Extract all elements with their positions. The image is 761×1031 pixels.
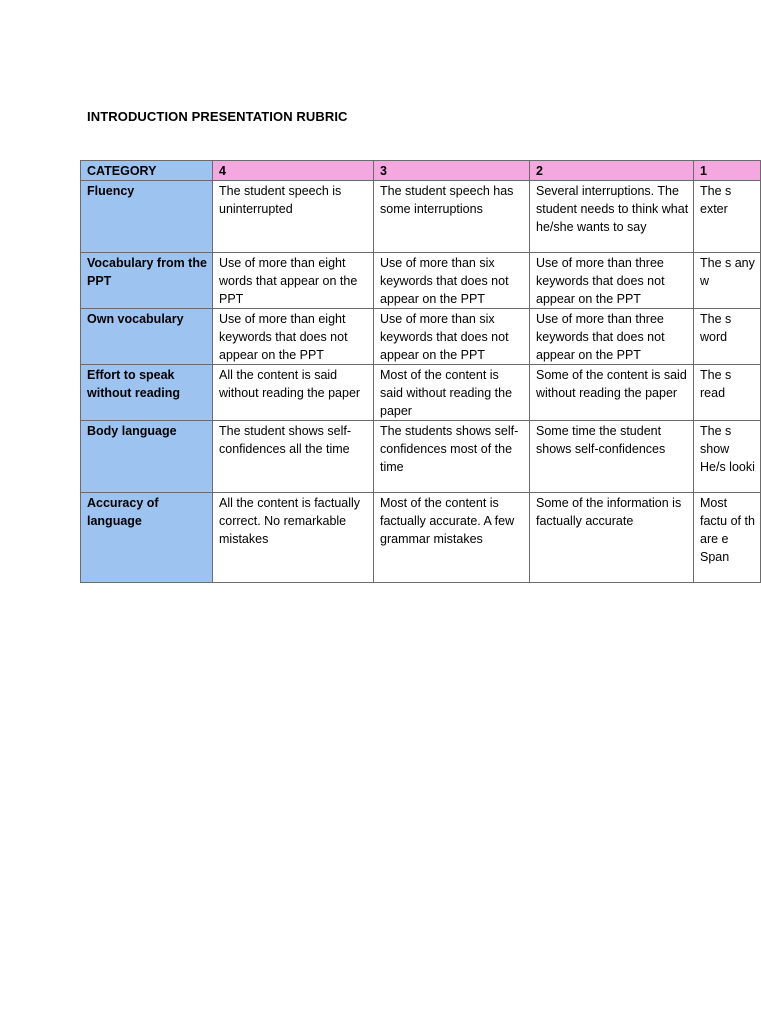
row-cell-level-1: The s read [694,365,761,421]
row-cell-level-3: Most of the content is factually accurate. A few grammar mistakes [374,493,530,583]
row-cell-level-3: The students shows self-confidences most of the time [374,421,530,493]
row-category: Accuracy of language [81,493,213,583]
row-cell-level-1: Most factu of th are e Span [694,493,761,583]
row-cell-level-3: The student speech has some interruptions [374,181,530,253]
document-title: INTRODUCTION PRESENTATION RUBRIC [87,109,348,124]
row-cell-level-4: The student shows self-confidences all the time [213,421,374,493]
table-row [81,493,761,583]
header-level-3: 3 [374,161,530,181]
table-row [81,181,761,253]
row-cell-level-1: The s any w [694,253,761,309]
table-row [81,365,761,421]
row-cell-level-3: Use of more than six keywords that does not appear on the PPT [374,309,530,365]
table-header-row [81,161,761,181]
row-cell-level-1: The s exter [694,181,761,253]
row-cell-level-2: Use of more than three keywords that does not appear on the PPT [530,253,694,309]
row-cell-level-4: All the content is said without reading the paper [213,365,374,421]
table-row [81,253,761,309]
rubric-table [80,160,761,583]
row-cell-level-2: Use of more than three keywords that does not appear on the PPT [530,309,694,365]
row-cell-level-4: All the content is factually correct. No remarkable mistakes [213,493,374,583]
table-row [81,309,761,365]
row-cell-level-4: Use of more than eight keywords that does not appear on the PPT [213,309,374,365]
row-cell-level-4: Use of more than eight words that appear on the PPT [213,253,374,309]
row-cell-level-4: The student speech is uninterrupted [213,181,374,253]
row-cell-level-2: Some time the student shows self-confidences [530,421,694,493]
row-cell-level-2: Some of the content is said without reading the paper [530,365,694,421]
row-cell-level-2: Several interruptions. The student needs to think what he/she wants to say [530,181,694,253]
row-category: Fluency [81,181,213,253]
table-row [81,421,761,493]
row-category: Body language [81,421,213,493]
row-cell-level-1: The s show He/s looki [694,421,761,493]
row-category: Effort to speak without reading [81,365,213,421]
header-level-4: 4 [213,161,374,181]
row-cell-level-3: Most of the content is said without reading the paper [374,365,530,421]
row-cell-level-1: The s word [694,309,761,365]
row-cell-level-2: Some of the information is factually accurate [530,493,694,583]
row-category: Own vocabulary [81,309,213,365]
header-level-2: 2 [530,161,694,181]
row-cell-level-3: Use of more than six keywords that does not appear on the PPT [374,253,530,309]
header-level-1: 1 [694,161,761,181]
row-category: Vocabulary from the PPT [81,253,213,309]
header-category: CATEGORY [81,161,213,181]
